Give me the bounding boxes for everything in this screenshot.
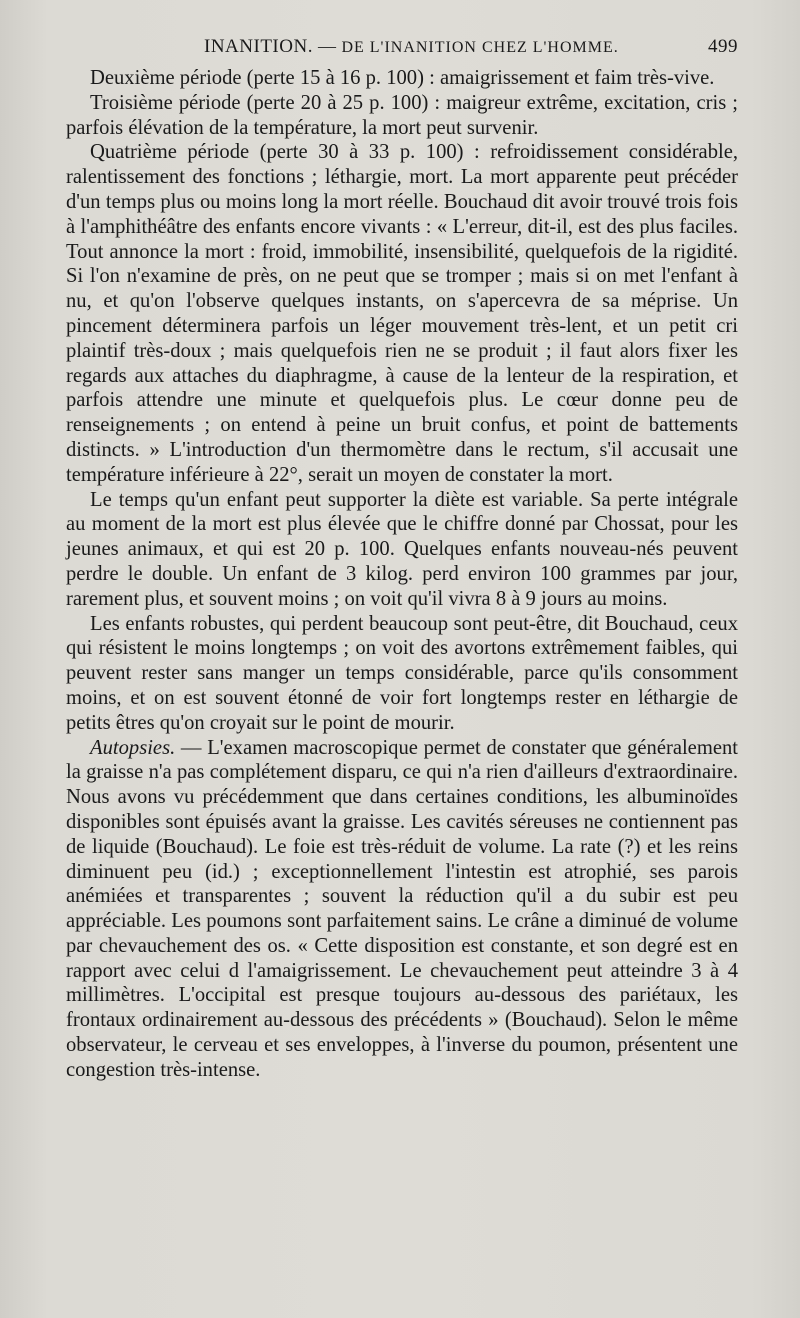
paragraph-autopsies [66, 736, 738, 1083]
paragraph-temps-diete: Le temps qu'un enfant peut supporter la diète est variable. Sa perte intégrale au moment de la mort est plus élevée que le chiffre donné par Chossat, pour les jeunes animaux, et qui est 20 p. 100. Quelques enfants nouveau-nés peuvent perdre le double. Un enfant de 3 kilog. perd environ 100 grammes par jour, rarement plus, et souvent moins ; on voit qu'il vivra 8 à 9 jours au moins. [66, 488, 738, 610]
section-title: DE L'INANITION CHEZ L'HOMME. [341, 39, 619, 56]
autopsies-lead: Autopsies. [90, 736, 176, 759]
paragraph-enfants-robustes: Les enfants robustes, qui perdent beaucoup sont peut-être, dit Bouchaud, ceux qui résistent le moins longtemps ; on voit des avortons extrêmement faibles, qui peuvent rester sans manger un temps considérable, parce qu'ils consomment moins, et on est souvent étonné de voir fort longtemps rester en léthargie de petits êtres qu'on croyait sur le point de mourir. [66, 612, 738, 734]
chapter-title: INANITION. [204, 36, 313, 57]
title-dash: — [312, 36, 342, 56]
paragraph-deuxieme-periode: Deuxième période (perte 15 à 16 p. 100) : amaigrissement et faim très-vive. [90, 67, 715, 89]
autopsies-text: — L'examen macroscopique permet de constater que généralement la graisse n'a pas complétement disparu, ce qui n'a rien d'ailleurs d'extraordinaire. Nous avons vu précédemment que dans certaines conditions, les albuminoïdes disponibles sont épuisés avant la graisse. Les cavités séreuses ne contiennent pas de liquide (Bouchaud). Le foie est très-réduit de volume. La rate (?) et les reins diminuent peu (id.) ; exceptionnellement l'intestin est atrophié, ses parois anémiées et transparentes ; souvent la réduction qu'il a du subir est peu appréciable. Les poumons sont parfaitement sains. Le crâne a diminué de volume par chevauchement des os. « Cette disposition est constante, et son degré est en rapport avec celui d l'amaigrissement. Le chevauchement peut atteindre 3 à 4 millimètres. L'occipital est presque toujours au-dessous des pariétaux, les frontaux ordinairement au-dessous des précédents » (Bouchaud). Selon le même observateur, le cerveau et ses enveloppes, à l'inverse du poumon, présentent une congestion très-intense. [66, 736, 738, 1081]
running-head [66, 36, 738, 66]
page-number: 499 [708, 36, 738, 57]
running-head-title [204, 36, 619, 58]
body-text [66, 66, 738, 1083]
paragraph-quatrieme-periode: Quatrième période (perte 30 à 33 p. 100) : refroidissement considérable, ralentissement des fonctions ; léthargie, mort. La mort apparente peut précéder d'un temps plus ou moins long la mort réelle. Bouchaud dit avoir trouvé trois fois à l'amphithéâtre des enfants encore vivants : « L'erreur, dit-il, est des plus faciles. Tout annonce la mort : froid, immobilité, insensibilité, quelquefois de la rigidité. Si l'on n'examine de près, on ne peut que se tromper ; mais si on met l'enfant à nu, et qu'on l'observe quelques instants, on s'apercevra de sa méprise. Un pincement déterminera parfois un léger mouvement très-lent, et un petit cri plaintif très-doux ; mais quelquefois rien ne se produit ; il faut alors fixer les regards aux attaches du diaphragme, à cause de la lenteur de la respiration, et parfois attendre une minute et quelquefois plus. Le cœur donne peu de renseignements ; on entend à peine un bruit confus, et point de battements distincts. » L'introduction d'un thermomètre dans le rectum, s'il accusait une température inférieure à 22°, serait un moyen de constater la mort. [66, 141, 738, 486]
paragraph-troisieme-periode: Troisième période (perte 20 à 25 p. 100) : maigreur extrême, excitation, cris ; parfois élévation de la température, la mort peut survenir. [66, 91, 738, 139]
